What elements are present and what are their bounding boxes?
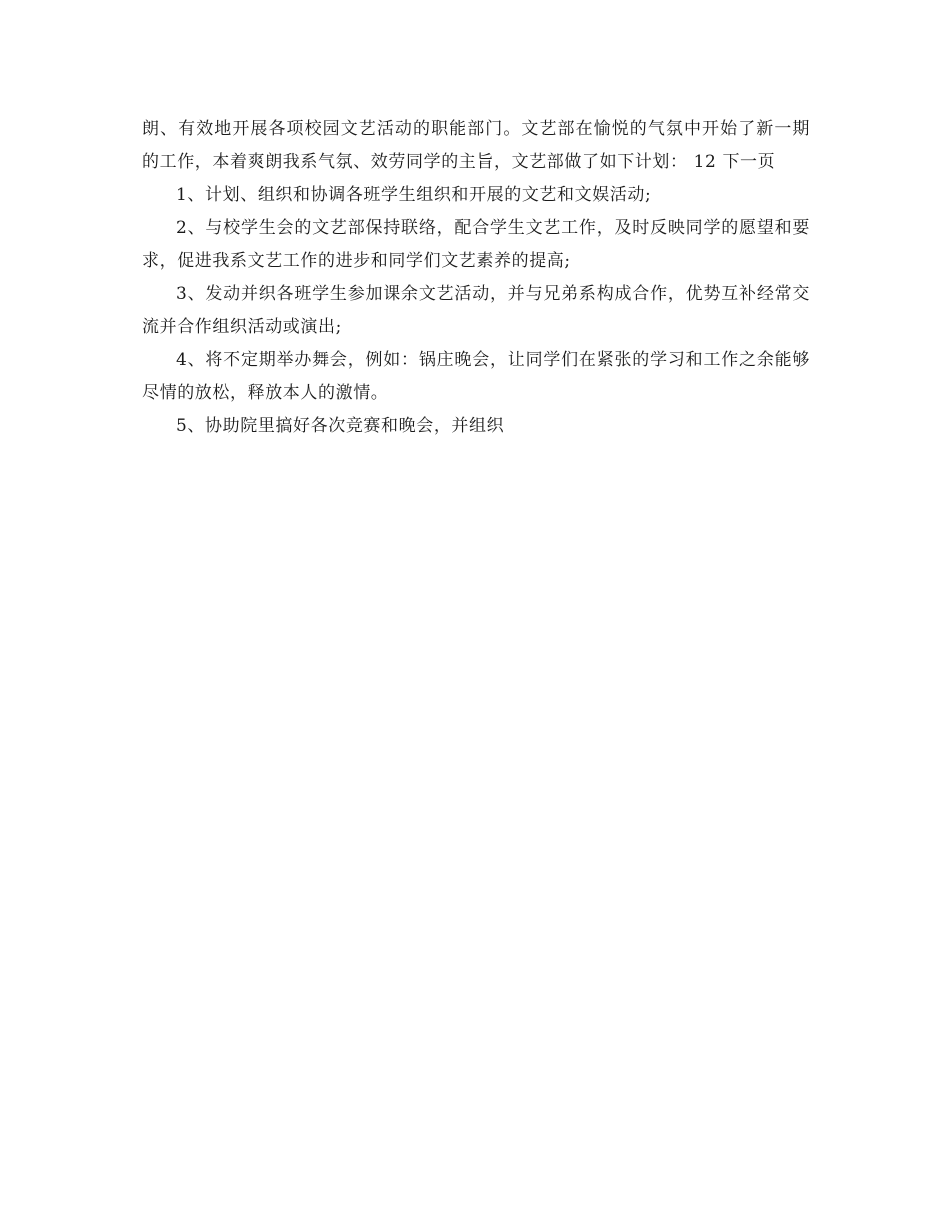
intro-paragraph: 朗、有效地开展各项校园文艺活动的职能部门。文艺部在愉悦的气氛中开始了新一期的工作，本着爽朗我系气氛、效劳同学的主旨，文艺部做了如下计划： 12 下一页	[142, 119, 810, 172]
document-body	[142, 113, 810, 443]
plan-item-4: 4、将不定期举办舞会，例如：锅庄晚会，让同学们在紧张的学习和工作之余能够尽情的放松，释放本人的激情。	[142, 350, 810, 403]
plan-item-5: 5、协助院里搞好各次竞赛和晚会，并组织	[176, 416, 505, 436]
plan-item-3: 3、发动并织各班学生参加课余文艺活动，并与兄弟系构成合作，优势互补经常交流并合作组织活动或演出;	[142, 284, 810, 337]
plan-item-2: 2、与校学生会的文艺部保持联络，配合学生文艺工作，及时反映同学的愿望和要求，促进我系文艺工作的进步和同学们文艺素养的提高;	[142, 218, 810, 271]
plan-item-1: 1、计划、组织和协调各班学生组织和开展的文艺和文娱活动;	[176, 185, 652, 205]
